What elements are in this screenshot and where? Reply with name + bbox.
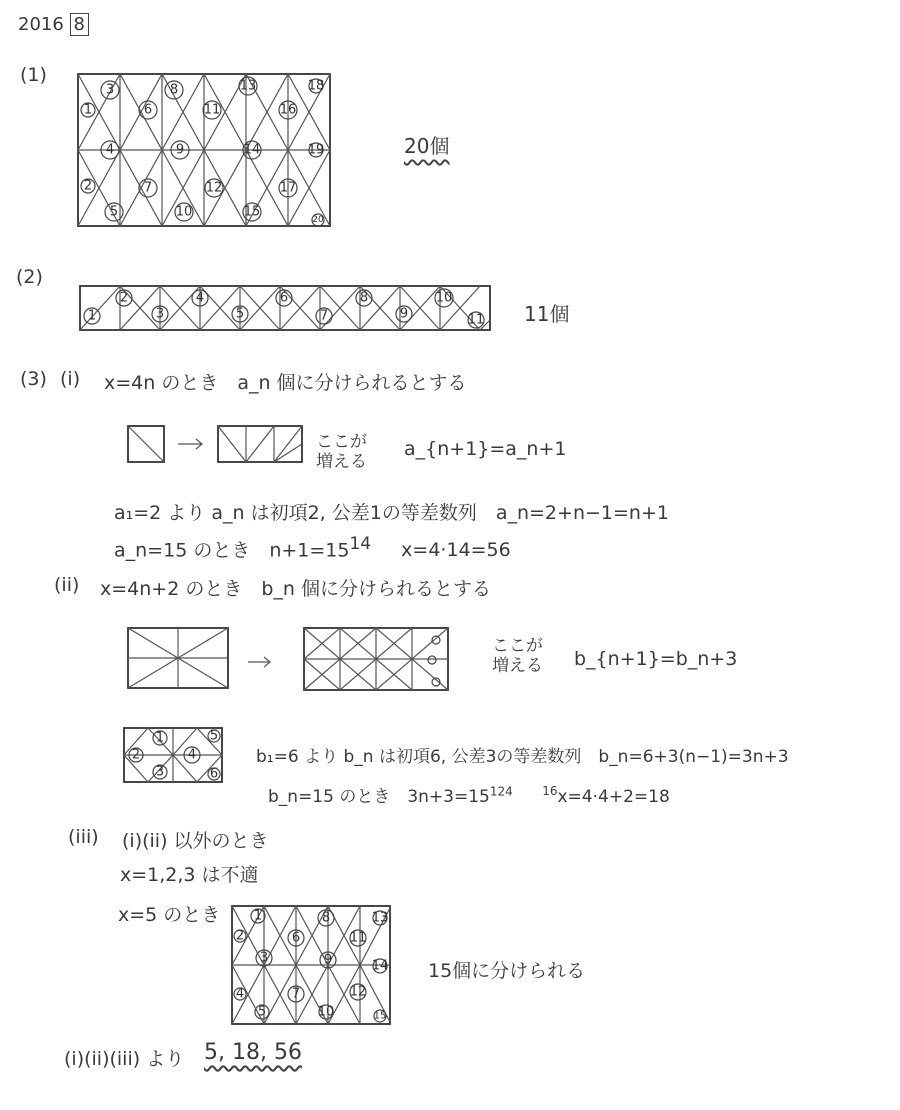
part3-ii-base-diagram xyxy=(122,726,226,786)
part2-answer: 11個 xyxy=(524,302,570,326)
part2-label: (2) xyxy=(16,266,43,288)
region-number: 4 xyxy=(235,986,245,1002)
part3-i-line1: a₁=2 より a_n は初項2, 公差1の等差数列 a_n=2+n−1=n+1 xyxy=(114,502,669,524)
part3-iii-line2: x=5 のとき xyxy=(118,904,221,926)
region-number: 9 xyxy=(399,306,409,322)
region-number: 16 xyxy=(279,102,297,118)
region-number: 4 xyxy=(195,290,205,306)
region-number: 6 xyxy=(279,290,289,306)
region-number: 1 xyxy=(155,730,165,746)
part2-diagram xyxy=(78,284,494,334)
region-number: 5 xyxy=(235,306,245,322)
region-number: 11 xyxy=(349,930,367,946)
part2-region-numbers xyxy=(84,289,484,328)
region-number: 8 xyxy=(169,82,179,98)
region-number: 3 xyxy=(155,764,165,780)
part3-i-diagram xyxy=(126,424,316,466)
region-number: 10 xyxy=(317,1004,335,1020)
part1-diagram xyxy=(76,72,336,232)
region-number: 2 xyxy=(235,928,245,944)
region-number: 7 xyxy=(319,308,329,324)
year-label: 2016 8 xyxy=(18,14,89,35)
region-number: 5 xyxy=(209,728,219,744)
part1-answer: 20個 xyxy=(404,134,450,158)
part3-iii-answer: 15個に分けられる xyxy=(428,960,586,982)
region-number: 1 xyxy=(87,308,97,324)
region-number: 3 xyxy=(155,306,165,322)
region-number: 13 xyxy=(239,78,257,94)
region-number: 6 xyxy=(209,766,219,782)
part3-iii-line1: x=1,2,3 は不適 xyxy=(120,864,259,886)
region-number: 12 xyxy=(349,984,367,1000)
region-number: 1 xyxy=(253,908,263,924)
region-number: 2 xyxy=(131,747,141,763)
region-number: 6 xyxy=(291,930,301,946)
region-number: 2 xyxy=(119,290,129,306)
part3-iii-label: (iii) xyxy=(68,826,99,848)
part3-ii-recurrence: b_{n+1}=b_n+3 xyxy=(574,648,738,670)
region-number: 5 xyxy=(257,1004,267,1020)
region-number: 8 xyxy=(321,910,331,926)
region-number: 8 xyxy=(359,290,369,306)
region-number: 19 xyxy=(307,142,325,158)
region-number: 2 xyxy=(83,178,93,194)
part3-iii-diagram xyxy=(230,904,394,1028)
region-number: 12 xyxy=(205,180,223,196)
region-number: 9 xyxy=(323,952,333,968)
problem-number: 8 xyxy=(70,13,89,36)
part1-label: (1) xyxy=(20,64,47,86)
region-number: 9 xyxy=(175,142,185,158)
region-number: 5 xyxy=(109,204,119,220)
part3-i-recurrence: a_{n+1}=a_n+1 xyxy=(404,438,567,460)
final-answer: 5, 18, 56 xyxy=(204,1040,302,1065)
part3-ii-header: x=4n+2 のとき b_n 個に分けられるとする xyxy=(100,578,491,600)
region-number: 14 xyxy=(371,958,389,974)
part3-i-line2: a_n=15 のとき $n+1=15^{14}$ x=4·14=56 xyxy=(114,534,511,562)
region-number: 7 xyxy=(143,180,153,196)
part3-ii-annotation: ここが 増える xyxy=(492,636,543,676)
region-number: 15 xyxy=(373,1010,387,1022)
part3-i-label: (i) xyxy=(60,368,81,390)
part3-i-annotation: ここが 増える xyxy=(316,432,367,472)
region-number: 11 xyxy=(203,102,221,118)
part3-label: (3) xyxy=(20,368,47,390)
region-number: 6 xyxy=(143,102,153,118)
part3-iii-header: (i)(ii) 以外のとき xyxy=(122,830,269,852)
region-number: 11 xyxy=(467,312,485,328)
region-number: 7 xyxy=(291,986,301,1002)
region-number: 1 xyxy=(83,102,93,118)
region-number: 15 xyxy=(243,204,261,220)
conclusion-prefix: (i)(ii)(iii) より xyxy=(64,1048,185,1070)
region-number: 10 xyxy=(175,204,193,220)
part3-ii-line2: b_n=15 のとき $3n+3=15^{124}$ $^{16}$x=4·4+2=18 xyxy=(268,784,670,807)
region-number: 20 xyxy=(312,215,324,225)
region-number: 3 xyxy=(259,950,269,966)
region-number: 13 xyxy=(371,910,389,926)
part3-ii-label: (ii) xyxy=(54,574,80,596)
region-number: 3 xyxy=(105,82,115,98)
part3-ii-diagram xyxy=(126,626,466,696)
part3-ii-line1: b₁=6 より b_n は初項6, 公差3の等差数列 b_n=6+3(n−1)=3n+3 xyxy=(256,747,789,767)
region-number: 4 xyxy=(105,142,115,158)
region-number: 14 xyxy=(243,142,261,158)
part3-i-header: x=4n のとき a_n 個に分けられるとする xyxy=(104,372,467,394)
region-number: 18 xyxy=(307,78,325,94)
region-number: 4 xyxy=(187,747,197,763)
region-number: 10 xyxy=(435,290,453,306)
region-number: 17 xyxy=(279,180,297,196)
